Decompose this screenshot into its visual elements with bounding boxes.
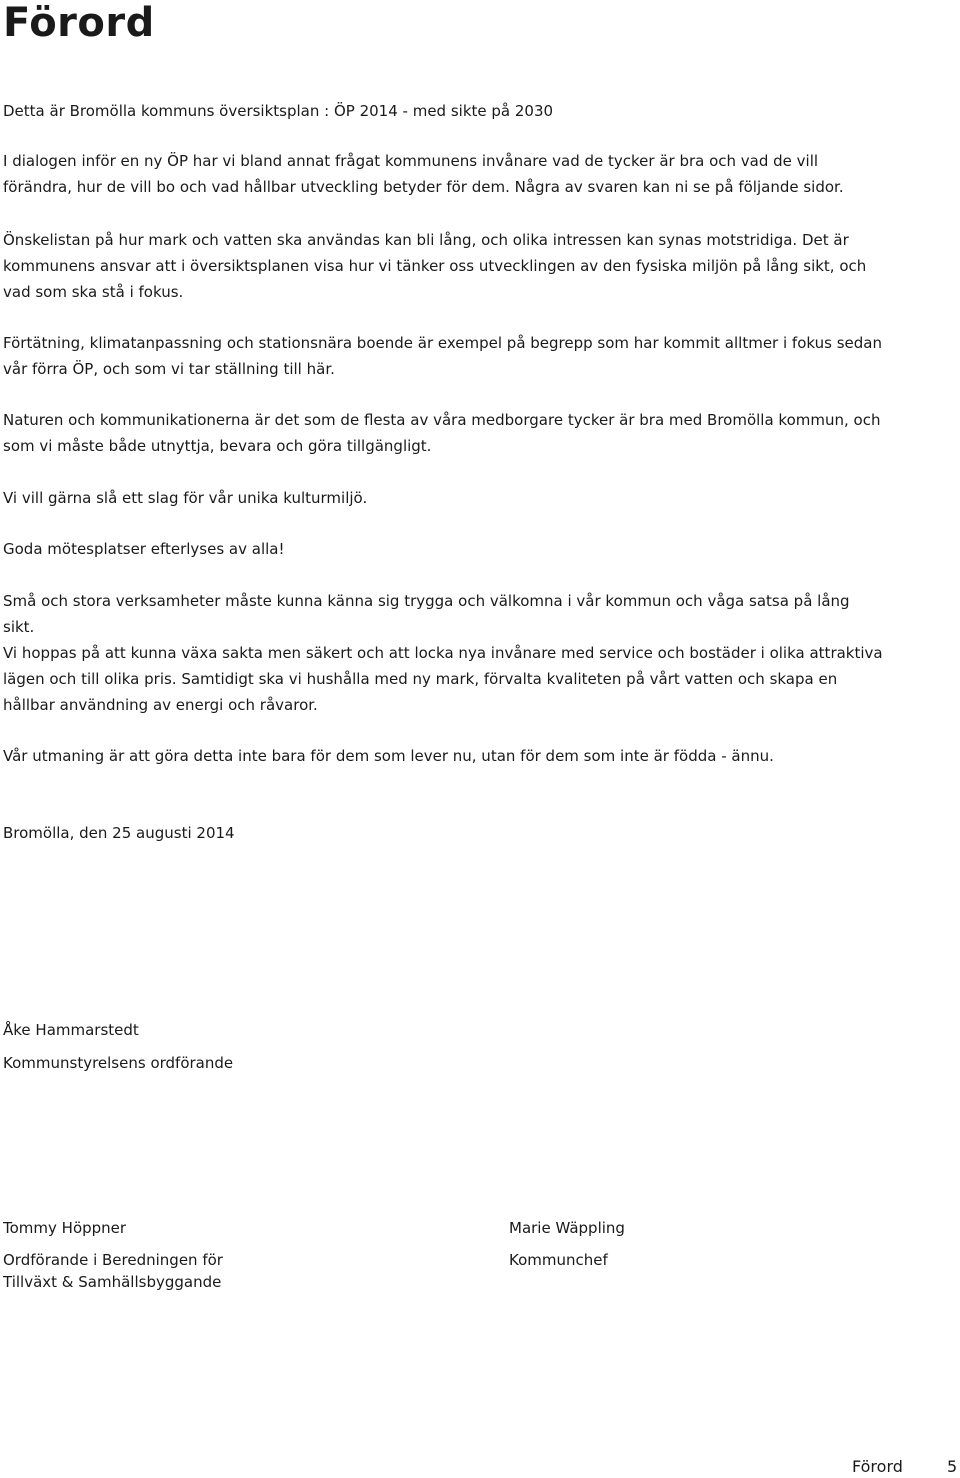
page-number: 5 (947, 1457, 958, 1476)
signatory-name: Tommy Höppner (3, 1219, 127, 1237)
page-title: Förord (3, 0, 155, 46)
signatory-role: Ordförande i Beredningen för (3, 1251, 223, 1269)
date-line: Bromölla, den 25 augusti 2014 (3, 824, 235, 842)
body-paragraph: Naturen och kommunikationerna är det som de flesta av våra medborgare tycker är bra med Bromölla kommun, och som vi måste både utnyttja, bevara och göra tillgängligt. (3, 411, 881, 455)
signatory-name: Åke Hammarstedt (3, 1021, 139, 1039)
body-paragraph: Önskelistan på hur mark och vatten ska användas kan bli lång, och olika intressen kan synas motstridiga. Det är kommunens ansvar att i översiktsplanen visa hur vi tänker oss utvecklingen av den fysiska miljön på lång sikt, och vad som ska stå i fokus. (3, 231, 867, 301)
body-paragraph: Vi vill gärna slå ett slag för vår unika kulturmiljö. (3, 489, 368, 507)
body-paragraph: Vi hoppas på att kunna växa sakta men säkert och att locka nya invånare med service och bostäder i olika attraktiva lägen och till olika pris. Samtidigt ska vi hushålla med ny mark, förvalta kvaliteten på vårt vatten och skapa en hållbar användning av energi och råvaror. (3, 644, 883, 714)
signatory-role: Tillväxt & Samhällsbyggande (3, 1273, 222, 1291)
intro-paragraph: Detta är Bromölla kommuns översiktsplan : ÖP 2014 - med sikte på 2030 (3, 102, 554, 120)
signatory-name: Marie Wäppling (509, 1219, 625, 1237)
signatory-role: Kommunchef (509, 1251, 608, 1269)
body-paragraph: Små och stora verksamheter måste kunna känna sig trygga och välkomna i vår kommun och våga satsa på lång sikt. (3, 592, 850, 636)
body-paragraph: Vår utmaning är att göra detta inte bara för dem som lever nu, utan för dem som inte är födda - ännu. (3, 747, 774, 765)
footer-section-label: Förord (852, 1457, 903, 1476)
body-paragraph: Förtätning, klimatanpassning och stationsnära boende är exempel på begrepp som har kommit alltmer i fokus sedan vår förra ÖP, och som vi tar ställning till här. (3, 334, 882, 378)
body-paragraph: Goda mötesplatser efterlyses av alla! (3, 540, 285, 558)
body-paragraph: I dialogen inför en ny ÖP har vi bland annat frågat kommunens invånare vad de tycker är bra och vad de vill förändra, hur de vill bo och vad hållbar utveckling betyder för dem. Några av svaren kan ni se på följande sidor. (3, 152, 844, 196)
signatory-role: Kommunstyrelsens ordförande (3, 1054, 234, 1072)
